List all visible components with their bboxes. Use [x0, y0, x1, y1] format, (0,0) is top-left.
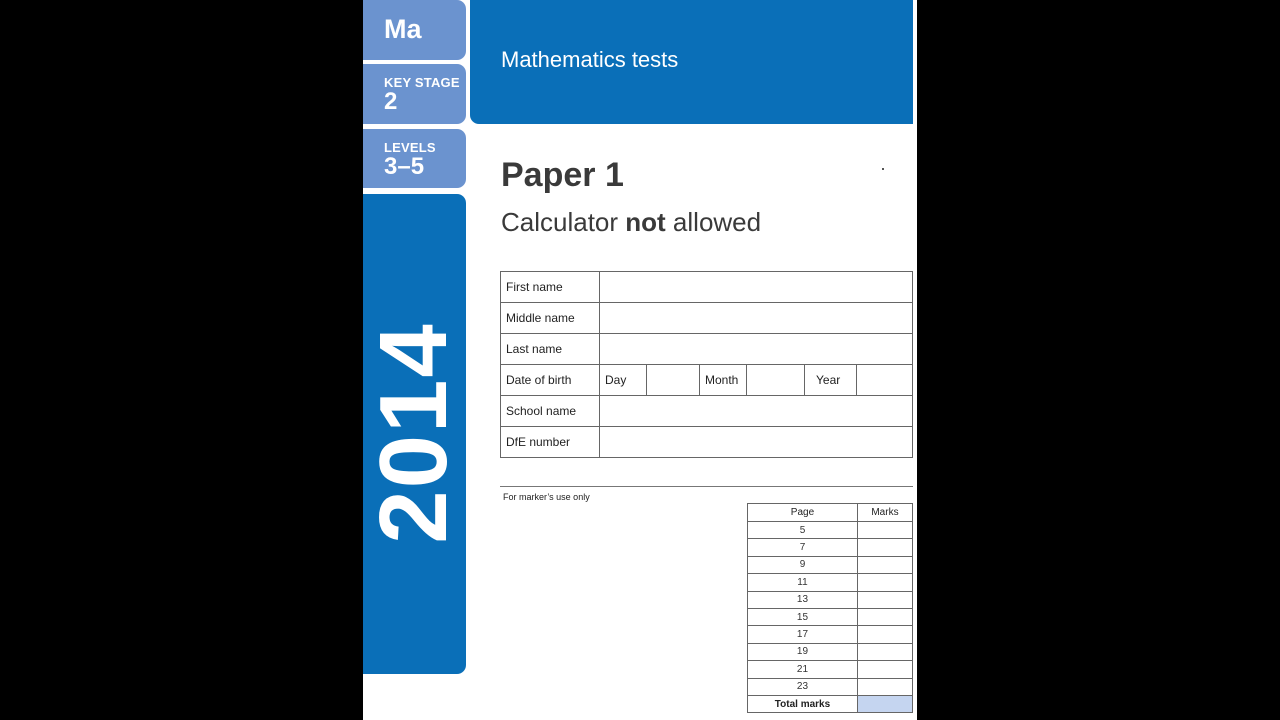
- page-number: 21: [748, 661, 858, 678]
- table-row: [748, 608, 913, 625]
- page-number: 13: [748, 591, 858, 608]
- marks-cell[interactable]: [857, 591, 912, 608]
- table-row: [748, 574, 913, 591]
- stray-mark: [882, 168, 884, 170]
- school-name-label: School name: [501, 396, 600, 427]
- marks-cell[interactable]: [857, 608, 912, 625]
- year-label: 2014: [360, 322, 467, 544]
- table-row: [748, 626, 913, 643]
- header-title: Mathematics tests: [501, 47, 679, 72]
- marks-table: [747, 503, 913, 713]
- day-label: Day: [600, 365, 647, 396]
- marks-cell[interactable]: [857, 539, 912, 556]
- subject-tab: [363, 0, 466, 60]
- calculator-notice: [501, 207, 761, 238]
- table-row: [748, 522, 913, 539]
- table-row: [748, 539, 913, 556]
- first-name-label: First name: [501, 272, 600, 303]
- last-name-field[interactable]: [600, 334, 913, 365]
- marks-cell[interactable]: [857, 626, 912, 643]
- pupil-details-form: [500, 271, 913, 458]
- total-row: [748, 695, 913, 712]
- calculator-notice-pre: Calculator: [501, 207, 626, 237]
- page-number: 7: [748, 539, 858, 556]
- marks-cell[interactable]: [857, 643, 912, 660]
- header-banner: [470, 0, 913, 124]
- day-field[interactable]: [647, 365, 700, 396]
- table-row: [748, 591, 913, 608]
- paper-title: Paper 1: [501, 156, 624, 194]
- table-row: [748, 556, 913, 573]
- last-name-label: Last name: [501, 334, 600, 365]
- calculator-notice-emphasis: not: [625, 207, 666, 237]
- key-stage-value: 2: [384, 88, 398, 115]
- year-label-dob: Year: [805, 365, 857, 396]
- divider: [500, 486, 913, 487]
- marks-cell[interactable]: [857, 574, 912, 591]
- levels-label: LEVELS: [384, 140, 436, 155]
- dfe-number-label: DfE number: [501, 427, 600, 458]
- table-row: [748, 678, 913, 695]
- page-number: 23: [748, 678, 858, 695]
- table-row: [748, 643, 913, 660]
- month-field[interactable]: [747, 365, 805, 396]
- key-stage-tab: [363, 64, 466, 124]
- marks-header-page: Page: [748, 504, 858, 522]
- middle-name-field[interactable]: [600, 303, 913, 334]
- marks-header-marks: Marks: [857, 504, 912, 522]
- marks-cell[interactable]: [857, 522, 912, 539]
- marks-cell[interactable]: [857, 678, 912, 695]
- calculator-notice-post: allowed: [665, 207, 762, 237]
- marks-cell[interactable]: [857, 661, 912, 678]
- marks-cell[interactable]: [857, 556, 912, 573]
- test-cover-page: [360, 0, 917, 720]
- key-stage-label: KEY STAGE: [384, 75, 460, 90]
- page-number: 19: [748, 643, 858, 660]
- dfe-number-field[interactable]: [600, 427, 913, 458]
- page-number: 5: [748, 522, 858, 539]
- page-number: 9: [748, 556, 858, 573]
- date-of-birth-label: Date of birth: [501, 365, 600, 396]
- total-marks-label: Total marks: [748, 695, 858, 712]
- total-marks-field[interactable]: [857, 695, 912, 712]
- page-number: 11: [748, 574, 858, 591]
- table-row: [748, 661, 913, 678]
- year-field[interactable]: [857, 365, 913, 396]
- month-label: Month: [700, 365, 747, 396]
- marker-note: For marker’s use only: [503, 492, 590, 502]
- subject-code: Ma: [384, 14, 422, 44]
- page-number: 15: [748, 608, 858, 625]
- levels-value: 3–5: [384, 153, 425, 180]
- page-number: 17: [748, 626, 858, 643]
- levels-tab: [363, 129, 466, 188]
- school-name-field[interactable]: [600, 396, 913, 427]
- middle-name-label: Middle name: [501, 303, 600, 334]
- first-name-field[interactable]: [600, 272, 913, 303]
